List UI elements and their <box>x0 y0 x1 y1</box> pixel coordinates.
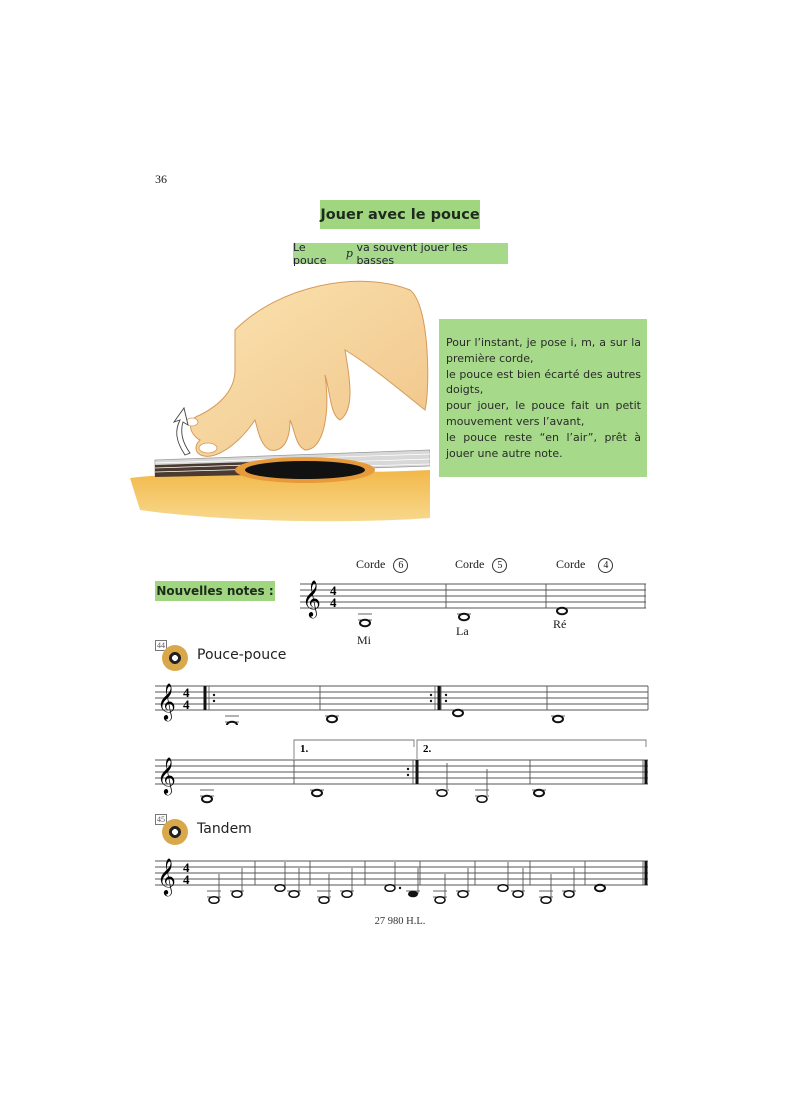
new-notes-label-text: Nouvelles notes : <box>156 584 274 598</box>
note-name-la: La <box>456 624 469 638</box>
hand-guitar-illustration <box>130 270 430 530</box>
instruction-line: Pour l’instant, je pose i, m, a sur la première corde, <box>446 336 641 365</box>
cd-icon[interactable] <box>162 645 188 671</box>
thumb-finger-letter: p <box>345 247 353 260</box>
subtitle-box <box>293 240 508 267</box>
svg-text:4: 4 <box>330 595 337 610</box>
treble-clef-icon: 𝄞 <box>157 757 176 793</box>
svg-text:4: 4 <box>183 860 190 875</box>
string-number-circle: 4 <box>598 558 613 573</box>
treble-clef-icon: 𝄞 <box>157 858 176 894</box>
treble-clef-icon: 𝄞 <box>157 683 176 719</box>
svg-text:4: 4 <box>330 583 337 598</box>
subtitle-before: Le pouce <box>293 240 327 267</box>
exercise-45-header <box>155 814 252 844</box>
note-name-re: Ré <box>553 617 567 631</box>
string-label-5 <box>455 557 507 573</box>
string-word: Corde <box>356 557 386 571</box>
exercise-45-staff <box>155 850 650 920</box>
page-number: 36 <box>155 172 167 186</box>
treble-clef-icon: 𝄞 <box>302 580 321 616</box>
svg-text:4: 4 <box>183 685 190 700</box>
instruction-line: le pouce reste “en l’air”, prêt à jouer une autre note. <box>446 430 641 460</box>
volta-2: 2. <box>423 743 432 755</box>
catalog-number: 27 980 H.L. <box>374 916 426 927</box>
exercise-44-header <box>155 640 286 670</box>
string-label-4 <box>556 557 613 573</box>
exercise-44-staff-2 <box>155 737 650 807</box>
cd-icon[interactable] <box>162 819 188 845</box>
new-notes-label <box>155 581 275 601</box>
string-word: Corde <box>556 557 586 571</box>
svg-text:4: 4 <box>183 697 190 712</box>
exercise-title: Pouce-pouce <box>197 647 287 663</box>
whole-note-re <box>557 608 567 615</box>
hand-thumb-illustration-icon <box>130 270 430 530</box>
whole-note-mi <box>360 620 370 627</box>
volta-1: 1. <box>300 743 309 755</box>
svg-text:4: 4 <box>183 872 190 887</box>
page-title <box>320 200 480 229</box>
string-number-circle: 5 <box>492 558 507 573</box>
exercise-number: 45 <box>157 815 165 824</box>
string-number-circle: 6 <box>393 558 408 573</box>
new-notes-staff <box>300 575 650 635</box>
whole-note-la <box>459 614 469 621</box>
string-word: Corde <box>455 557 485 571</box>
page-title-text: Jouer avec le pouce <box>320 206 480 223</box>
instructions-box <box>439 319 647 477</box>
instruction-line: pour jouer, le pouce fait un petit mouvement vers l’avant, <box>446 399 641 428</box>
exercise-title: Tandem <box>197 821 252 837</box>
exercise-number: 44 <box>157 641 165 650</box>
note-name-mi: Mi <box>357 633 372 647</box>
string-label-6 <box>356 557 408 573</box>
exercise-44-staff-1 <box>155 675 650 725</box>
subtitle-after: va souvent jouer les basses <box>356 240 468 267</box>
instruction-line: le pouce est bien écarté des autres doigts, <box>446 367 641 397</box>
